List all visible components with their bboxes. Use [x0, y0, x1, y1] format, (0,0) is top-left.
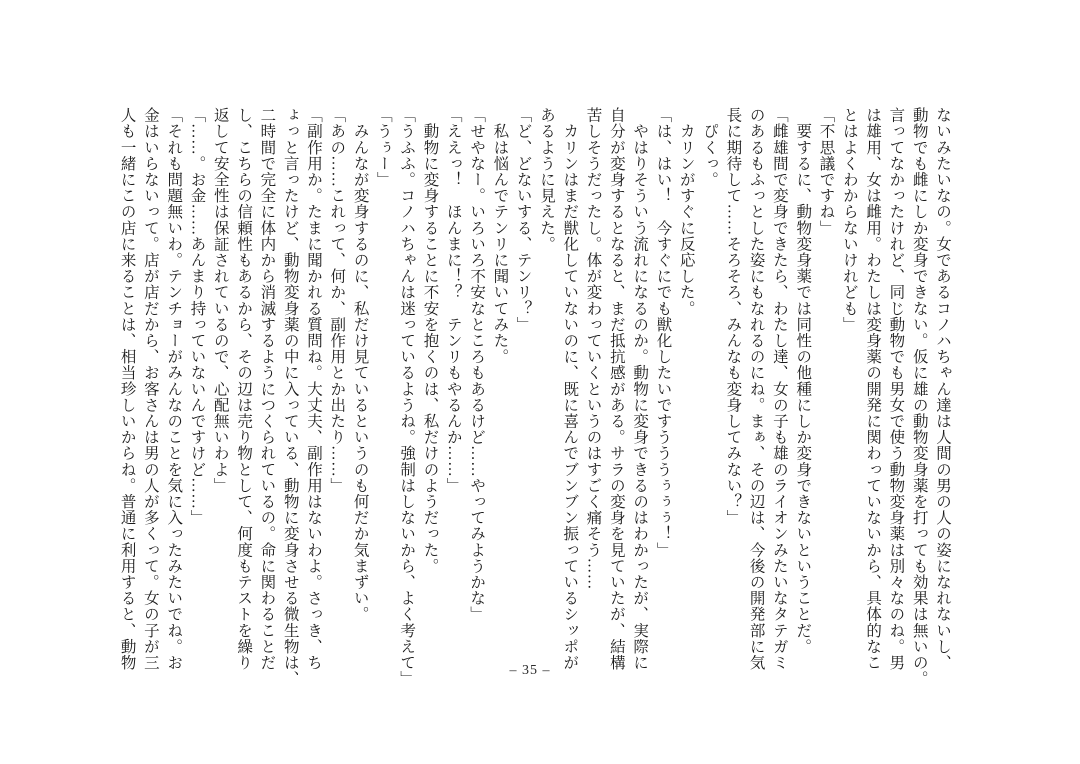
text-line: カリンがすぐに反応した。	[677, 107, 695, 317]
text-line: のあるもふっとした姿にもなれるのにね。まぁ、その辺は、今後の開発部に気	[747, 107, 765, 671]
text-line: 「せやなー。いろいろ不安なところもあるけど……やってみようかな」	[468, 107, 486, 623]
text-line: 「副作用か。たまに聞かれる質問ね。大丈夫、副作用はないわよ。さっき、ち	[304, 107, 322, 671]
text-line: ょっと言ったけど、動物変身薬の中に入っている、動物に変身させる微生物は、	[281, 107, 299, 687]
text-line: 「……。お金……あんまり持っていないんですけど……」	[188, 107, 206, 526]
text-line: は雄用、女は雌用。わたしは変身薬の開発に関わっていないから、具体的なこ	[864, 107, 882, 671]
text-line: 二時間で完全に体内から消滅するようにつくられているの。命に関わることだ	[258, 107, 276, 671]
text-line: 金はいらないって。店が店だから、お客さんは男の人が多くって。女の子が三	[141, 107, 159, 671]
text-line: し、こちらの信頼性もあるから、その辺は売り物として、何度もテストを繰り	[235, 107, 253, 671]
text-line: 「あの……これって、何か、副作用とか出たり……」	[328, 107, 346, 494]
text-line: みんなが変身するのに、私だけ見ているというのも何だか気まずい。	[351, 107, 369, 623]
text-line: やはりそういう流れになるのか。動物に変身できるのはわかったが、実際に	[631, 107, 649, 671]
text-line: カリンはまだ獣化していないのに、既に喜んでブンブン振っているシッポが	[561, 107, 579, 671]
text-line: 「雌雄間で変身できたら、わたし達、女の子も雄のライオンみたいなタテガミ	[770, 107, 788, 671]
text-line: 「ええっ！ ほんまに！？ テンリもやるんか……」	[444, 107, 462, 494]
text-line: 人も一緒にこの店に来ることは、相当珍しいからね。普通に利用すると、動物	[118, 107, 136, 671]
text-line: 「それも問題無いわ。テンチョーがみんなのことを気に入ったみたいでね。お	[165, 107, 183, 671]
text-line: 「は、はい！ 今すぐにでも獣化したいですうううぅぅぅ！」	[654, 107, 672, 558]
text-line: 「ど、どないする、テンリ？」	[514, 107, 532, 333]
text-line: 言ってなかったけれど、同じ動物でも男女で使う動物変身薬は別々なのね。男	[887, 107, 905, 671]
page-number: – 35 –	[509, 663, 551, 678]
text-line: 「うぅー」	[374, 107, 392, 188]
text-line: 要するに、動物変身薬では同性の他種にしか変身できないということだ。	[794, 107, 812, 655]
text-line: 動物でも雌にしか変身できない。仮に雄の動物変身薬を打っても効果は無いの。	[910, 107, 928, 687]
text-line: 長に期待して……そろそろ、みんなも変身してみない？」	[724, 107, 742, 526]
text-line: ないみたいなの。女であるコノハちゃん達は人間の男の人の姿になれないし、	[934, 107, 951, 671]
text-line: 動物に変身することに不安を抱くのは、私だけのようだった。	[421, 107, 439, 574]
text-line: 私は悩んでテンリに聞いてみた。	[491, 107, 509, 365]
text-line: 自分が変身するとなると、まだ抵抗感がある。サラの変身を見ていたが、結構	[607, 107, 625, 671]
text-line: 苦しそうだったし。体が変わっていくというのはすごく痛そう……	[584, 107, 602, 590]
text-line: 「不思議ですね」	[817, 107, 835, 236]
text-line: とはよくわからないけれども」	[840, 107, 858, 333]
text-line: 「うふふ。コノハちゃんは迷っているようね。強制はしないから、よく考えて」	[398, 107, 416, 687]
text-line: 返して安全性は保証されているので、心配無いわよ」	[211, 107, 229, 494]
text-line: ぴくっ。	[701, 107, 719, 188]
text-line: あるように見えた。	[537, 107, 555, 252]
